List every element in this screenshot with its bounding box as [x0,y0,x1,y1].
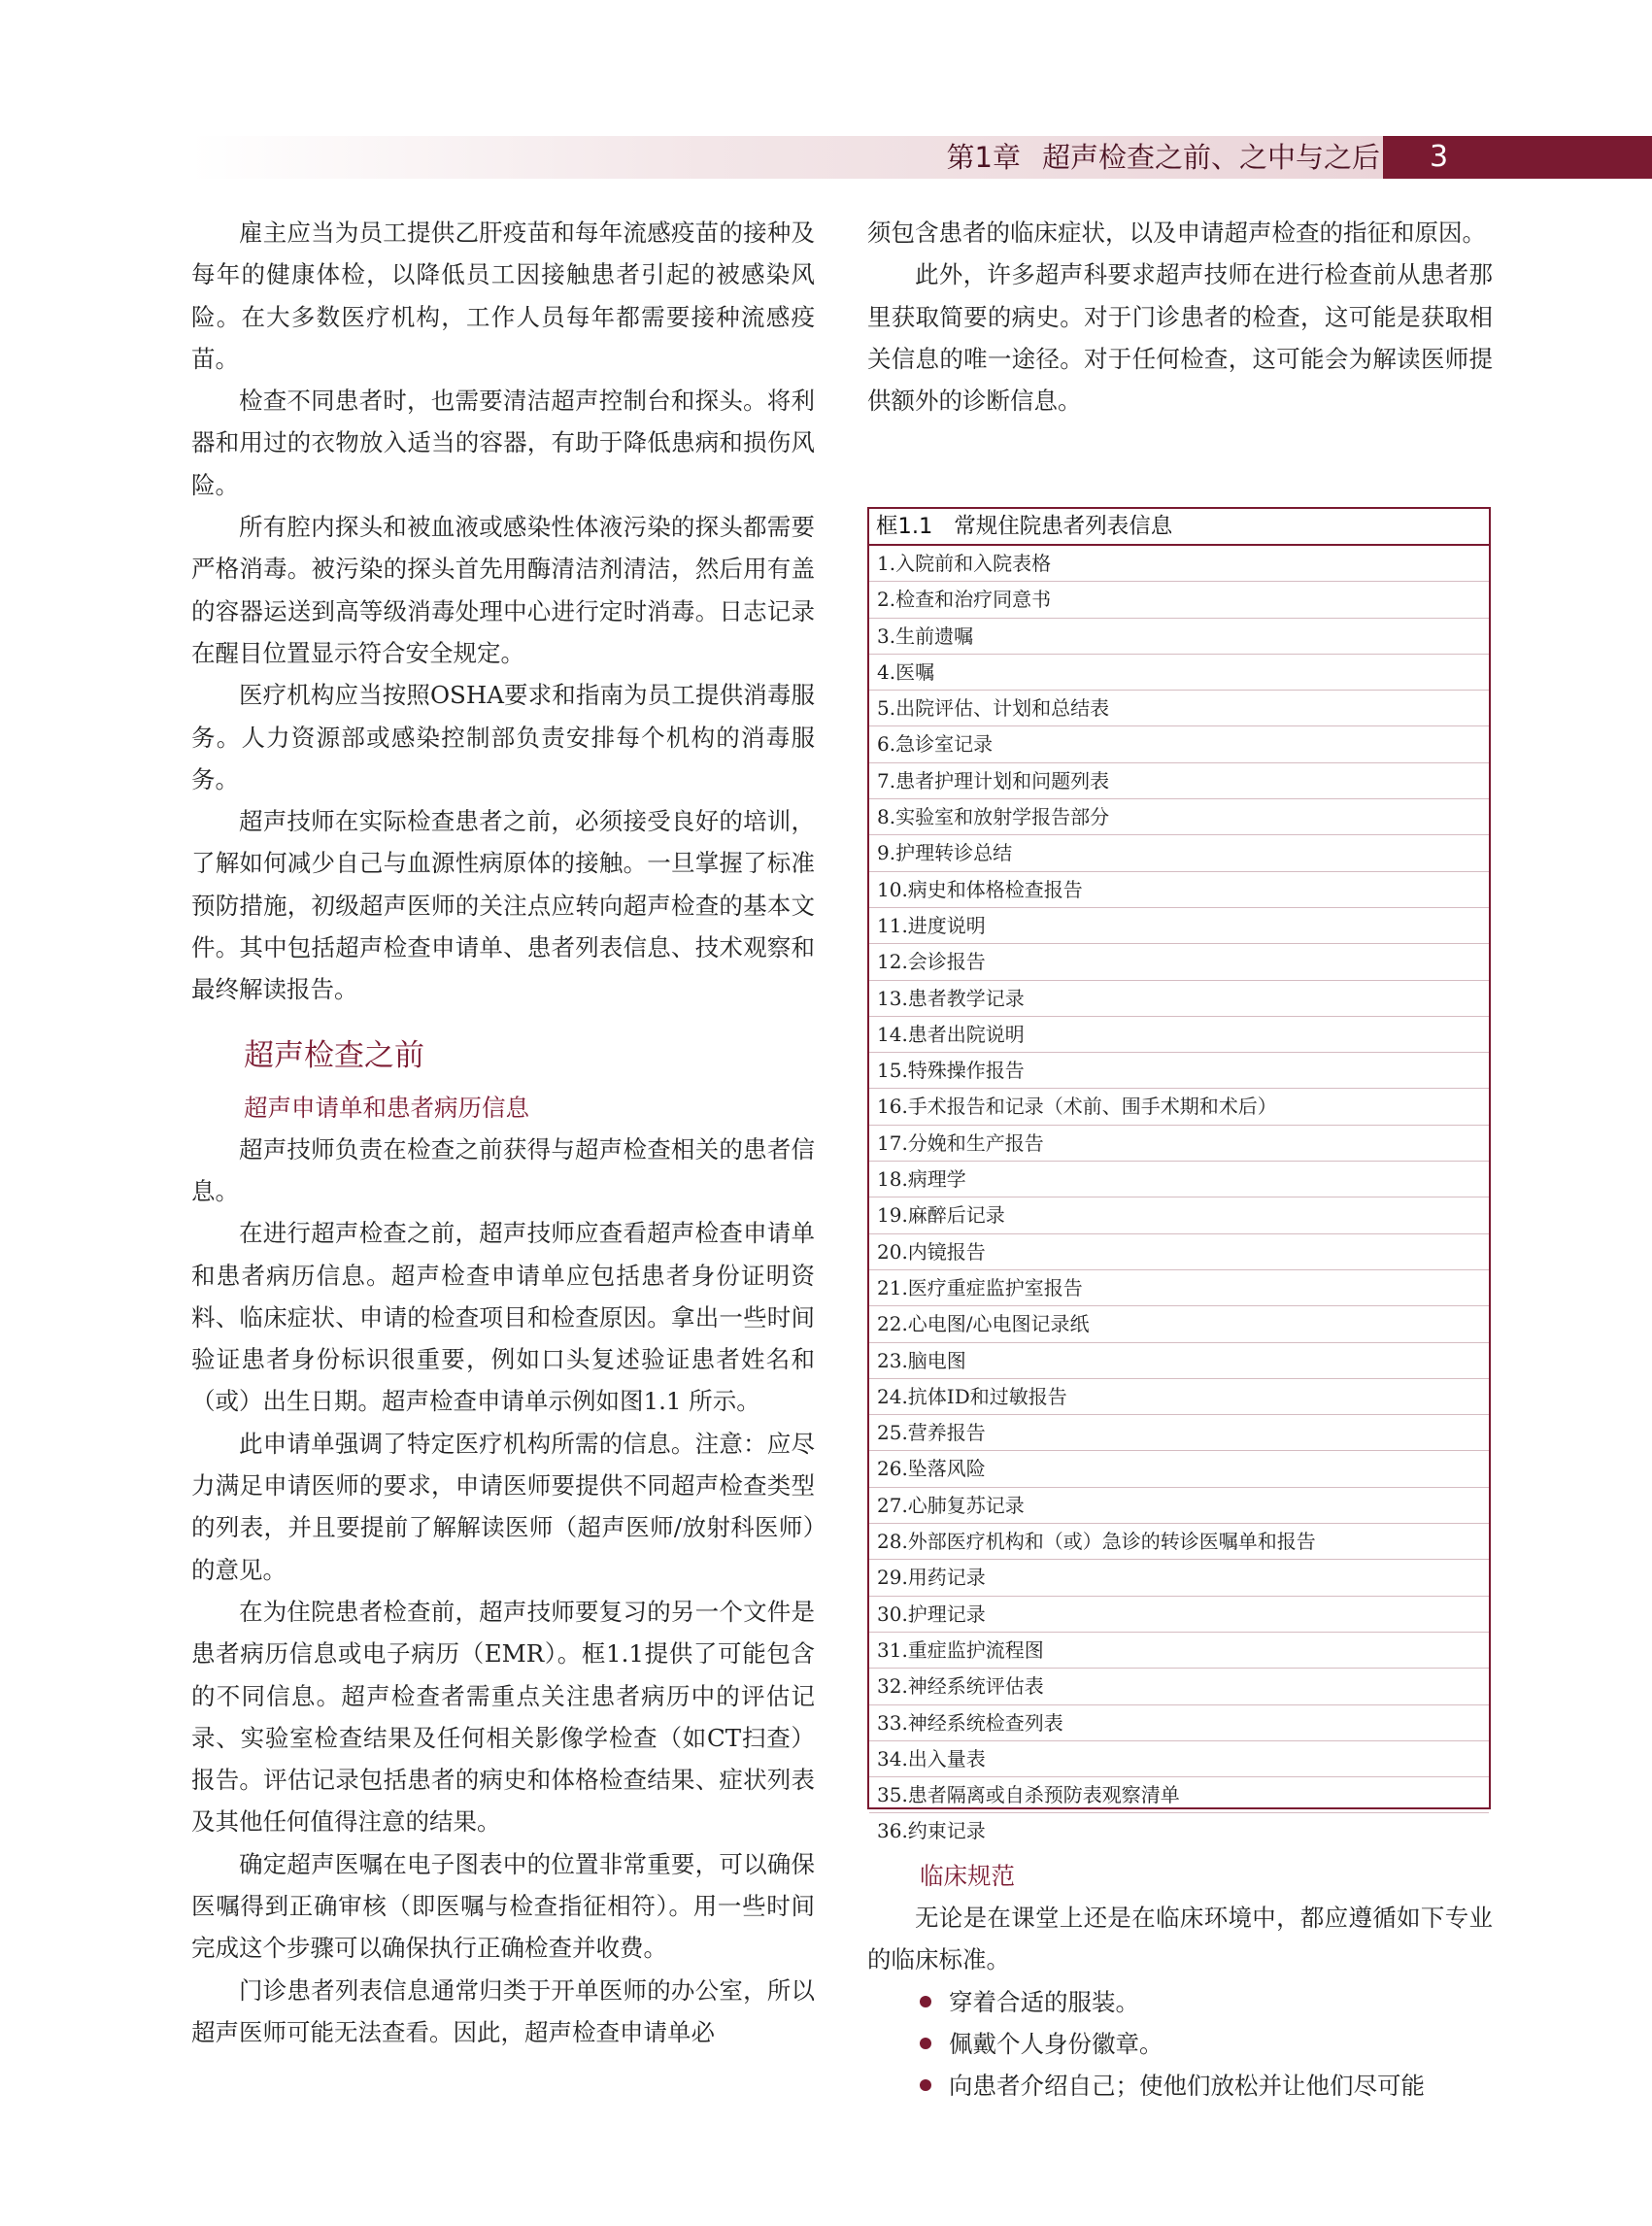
list-item: 29.用药记录 [869,1560,1489,1596]
list-item: 24.抗体ID和过敏报告 [869,1379,1489,1415]
bullet-text: 佩戴个人身份徽章。 [949,2029,1163,2058]
sub-heading: 临床规范 [920,1862,1015,1890]
paragraph: 在进行超声检查之前，超声技师应查看超声检查申请单和患者病历信息。超声检查申请单应包括患者身份证明资料、临床症状、申请的检查项目和检查原因。拿出一些时间验证患者身份标识很重要，例如口头复述验证患者姓名和（或）出生日期。超声检查申请单示例如图1.1 所示。 [191,1219,815,1416]
paragraph: 须包含患者的临床症状，以及申请超声检查的指征和原因。 [867,219,1486,247]
paragraph: 超声技师负责在检查之前获得与超声检查相关的患者信息。 [191,1134,815,1205]
list-item: 10.病史和体格检查报告 [869,872,1489,908]
list-item: 12.会诊报告 [869,944,1489,980]
section-heading: 超声检查之前 [244,1037,424,1073]
list-item: 31.重症监护流程图 [869,1633,1489,1669]
list-item: 9.护理转诊总结 [869,835,1489,871]
list-item: 21.医疗重症监护室报告 [869,1270,1489,1306]
chapter-label: 第1章 [946,141,1021,174]
list-item: 33.神经系统检查列表 [869,1705,1489,1741]
paragraph: 在为住院患者检查前，超声技师要复习的另一个文件是患者病历信息或电子病历（EMR）。框1.1提供了可能包含的不同信息。超声检查者需重点关注患者病历中的评估记录、实验室检查结果及任何相关影像学检查（如CT扫查）报告。评估记录包括患者的病史和体格检查结果、症状列表及其他任何值得注意的结果。 [191,1597,815,1837]
page-number: 3 [1383,136,1652,179]
list-item: 2.检查和治疗同意书 [869,582,1489,618]
bullet-icon [920,2079,931,2091]
list-item: 3.生前遗嘱 [869,619,1489,655]
list-item: 35.患者隔离或自杀预防表观察清单 [869,1777,1489,1813]
list-item: 16.手术报告和记录（术前、围手术期和术后） [869,1089,1489,1125]
list-item: 14.患者出院说明 [869,1017,1489,1053]
sub-heading: 超声申请单和患者病历信息 [244,1093,529,1122]
box-list [869,546,1489,1849]
list-item: 18.病理学 [869,1162,1489,1197]
list-item: 17.分娩和生产报告 [869,1126,1489,1162]
bullet-item [867,1981,1493,2023]
list-item: 1.入院前和入院表格 [869,546,1489,582]
bullet-list [867,1981,1493,2108]
left-column [191,212,815,2053]
list-item: 26.坠落风险 [869,1451,1489,1487]
list-item: 27.心肺复苏记录 [869,1488,1489,1524]
bullet-icon [920,1996,931,2007]
list-item: 36.约束记录 [877,1819,986,1843]
list-item: 22.心电图/心电图记录纸 [869,1306,1489,1342]
paragraph: 超声技师在实际检查患者之前，必须接受良好的培训，了解如何减少自己与血源性病原体的接触。一旦掌握了标准预防措施，初级超声医师的关注点应转向超声检查的基本文件。其中包括超声检查申请单、患者列表信息、技术观察和最终解读报告。 [191,807,815,1004]
list-item: 23.脑电图 [869,1343,1489,1379]
chapter-title: 超声检查之前、之中与之后 [1041,141,1380,174]
paragraph: 所有腔内探头和被血液或感染性体液污染的探头都需要严格消毒。被污染的探头首先用酶清洁剂清洁，然后用有盖的容器运送到高等级消毒处理中心进行定时消毒。日志记录在醒目位置显示符合安全规定。 [191,513,815,667]
paragraph: 检查不同患者时，也需要清洁超声控制台和探头。将利器和用过的衣物放入适当的容器，有助于降低患病和损伤风险。 [191,387,815,499]
bullet-item [867,2065,1493,2107]
list-item: 5.出院评估、计划和总结表 [869,691,1489,726]
box-title-text: 常规住院患者列表信息 [954,514,1173,539]
list-item: 20.内镜报告 [869,1234,1489,1270]
paragraph: 无论是在课堂上还是在临床环境中，都应遵循如下专业的临床标准。 [867,1904,1493,1974]
paragraph: 确定超声医嘱在电子图表中的位置非常重要，可以确保医嘱得到正确审核（即医嘱与检查指征相符）。用一些时间完成这个步骤可以确保执行正确检查并收费。 [191,1849,815,1963]
list-item: 15.特殊操作报告 [869,1053,1489,1089]
bullet-text: 向患者介绍自己；使他们放松并让他们尽可能 [949,2072,1425,2101]
bullet-item [867,2023,1493,2065]
paragraph: 此申请单强调了特定医疗机构所需的信息。注意：应尽力满足申请医师的要求，申请医师要提供不同超声检查类型的列表，并且要提前了解解读医师（超声医师/放射科医师）的意见。 [191,1429,815,1584]
list-item: 4.医嘱 [869,655,1489,691]
list-item: 13.患者教学记录 [869,981,1489,1017]
paragraph: 医疗机构应当按照OSHA要求和指南为员工提供消毒服务。人力资源部或感染控制部负责安排每个机构的消毒服务。 [191,681,815,793]
chapter-heading [947,136,1380,179]
paragraph: 雇主应当为员工提供乙肝疫苗和每年流感疫苗的接种及每年的健康体检，以降低员工因接触患者引起的被感染风险。在大多数医疗机构，工作人员每年都需要接种流感疫苗。 [191,219,815,373]
box-label: 框1.1 [876,514,933,539]
list-item: 11.进度说明 [869,908,1489,944]
bullet-icon [920,2038,931,2049]
list-item: 7.患者护理计划和问题列表 [869,763,1489,799]
bullet-text: 穿着合适的服装。 [949,1987,1139,2016]
info-box [867,507,1491,1843]
list-item: 25.营养报告 [869,1415,1489,1451]
box-title [869,509,1489,546]
list-item: 34.出入量表 [869,1741,1489,1777]
list-item: 28.外部医疗机构和（或）急诊的转诊医嘱单和报告 [869,1524,1489,1560]
list-item: 30.护理记录 [869,1597,1489,1633]
list-item: 32.神经系统评估表 [869,1669,1489,1704]
right-column [867,212,1493,422]
paragraph: 此外，许多超声科要求超声技师在进行检查前从患者那里获取简要的病史。对于门诊患者的检查，这可能是获取相关信息的唯一途径。对于任何检查，这可能会为解读医师提供额外的诊断信息。 [867,260,1493,416]
paragraph: 门诊患者列表信息通常归类于开单医师的办公室，所以超声医师可能无法查看。因此，超声检查申请单必 [191,1975,815,2046]
list-item: 19.麻醉后记录 [869,1197,1489,1233]
list-item: 6.急诊室记录 [869,726,1489,762]
list-item: 8.实验室和放射学报告部分 [869,799,1489,835]
clinical-section [867,1855,1493,2107]
